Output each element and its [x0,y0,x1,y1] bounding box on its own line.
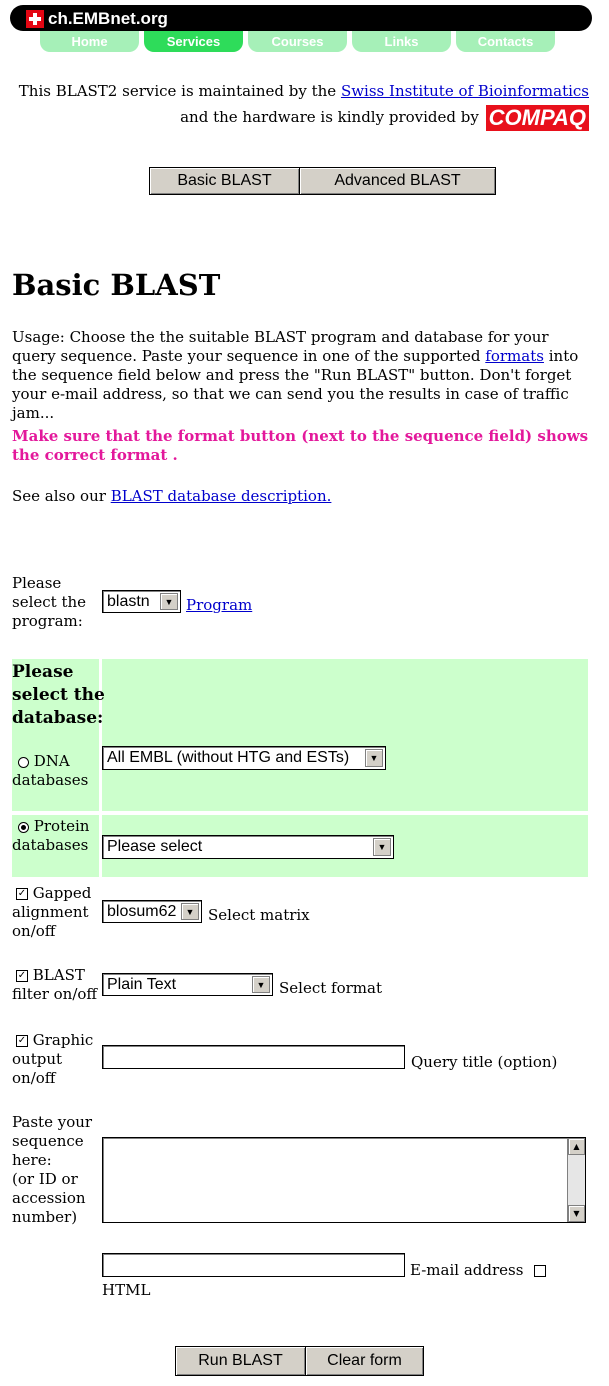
protein-select-value: Please select [107,838,203,855]
dna-select-value: All EMBL (without HTG and ESTs) [107,749,350,766]
dna-label: DNA databases [12,752,89,789]
matrix-select[interactable] [102,900,202,923]
format-select-value: Plain Text [107,975,177,993]
sib-link[interactable]: Swiss Institute of Bioinformatics [340,82,589,100]
usage-part1: Usage: Choose the the suitable BLAST program and database for your query sequence. Paste your sequence in one of the supported [12,328,549,365]
gapped-checkbox[interactable]: ✓ [17,888,27,899]
see-also [12,487,331,506]
email-label-text: E-mail address [410,1261,524,1279]
filter-checkbox[interactable]: ✓ [17,970,27,981]
chevron-down-icon[interactable]: ▼ [160,593,178,610]
program-select-value: blastn [107,592,150,610]
sequence-label: Paste your sequence here: (or ID or accession number) [12,1113,93,1226]
basic-blast-button[interactable]: Basic BLAST [149,167,300,195]
nav-links[interactable]: Links [352,31,451,52]
html-label: HTML [102,1281,151,1299]
advanced-blast-button[interactable]: Advanced BLAST [299,167,496,195]
maint-line2: and the hardware is kindly provided by [180,108,479,126]
format-warning: Make sure that the format button (next to the sequence field) shows the correct format . [12,427,589,464]
site-logo-text: ch.EMBnet.org [48,9,168,28]
graphic-checkbox[interactable]: ✓ [17,1035,27,1046]
nav-services[interactable]: Services [144,31,243,52]
database-input-cell [102,659,588,811]
nav-contacts[interactable]: Contacts [456,31,555,52]
query-title-label: Query title (option) [411,1053,558,1071]
query-title-input[interactable] [102,1045,405,1069]
compaq-logo[interactable]: COMPAQ [486,105,589,131]
program-label: Please select the program: [12,574,87,630]
main-nav [40,31,555,52]
matrix-label: Select matrix [208,906,310,924]
chevron-down-icon[interactable]: ▼ [252,976,270,993]
nav-home[interactable]: Home [40,31,139,52]
program-link[interactable]: Program [186,596,253,614]
sequence-textarea[interactable] [102,1137,586,1223]
email-label [410,1261,546,1280]
maint-line1: This BLAST2 service is maintained by the [18,82,337,100]
program-select[interactable] [102,590,181,613]
dna-radio[interactable] [18,757,29,768]
dna-database-select[interactable] [102,746,386,770]
run-blast-button[interactable]: Run BLAST [175,1346,306,1376]
see-also-text: See also our [12,487,106,505]
maintenance-notice [19,80,589,131]
gapped-label: ✓ Gapped alignment on/off [12,884,92,940]
page-title: Basic BLAST [12,268,221,302]
database-heading: Please select the database: [12,662,105,728]
formats-link[interactable]: formats [485,347,544,365]
swiss-cross-icon [26,10,44,28]
site-logo[interactable] [26,9,168,29]
filter-label: ✓ BLAST filter on/off [12,966,98,1003]
protein-radio[interactable] [18,822,29,833]
format-label: Select format [279,979,382,997]
chevron-down-icon[interactable]: ▼ [373,838,391,856]
graphic-label: ✓ Graphic output on/off [12,1031,94,1087]
usage-text [12,328,592,423]
db-description-link[interactable]: BLAST database description. [110,487,332,505]
clear-form-button[interactable]: Clear form [305,1346,424,1376]
chevron-down-icon[interactable]: ▼ [365,749,383,767]
format-select[interactable] [102,973,273,996]
protein-database-select[interactable] [102,835,394,859]
html-checkbox[interactable] [534,1265,546,1277]
scroll-down-icon[interactable]: ▼ [568,1205,585,1222]
email-input[interactable] [102,1253,405,1277]
sequence-scrollbar[interactable] [567,1138,585,1222]
scroll-up-icon[interactable]: ▲ [568,1138,585,1155]
usage-part2: into the sequence field below and press the "Run BLAST" button. Don't forget your e-mail address, so that we can send you the results in case of traffic jam... [12,347,579,422]
matrix-select-value: blosum62 [107,902,177,920]
nav-courses[interactable]: Courses [248,31,347,52]
chevron-down-icon[interactable]: ▼ [181,903,199,920]
protein-label: Protein databases [12,817,90,854]
